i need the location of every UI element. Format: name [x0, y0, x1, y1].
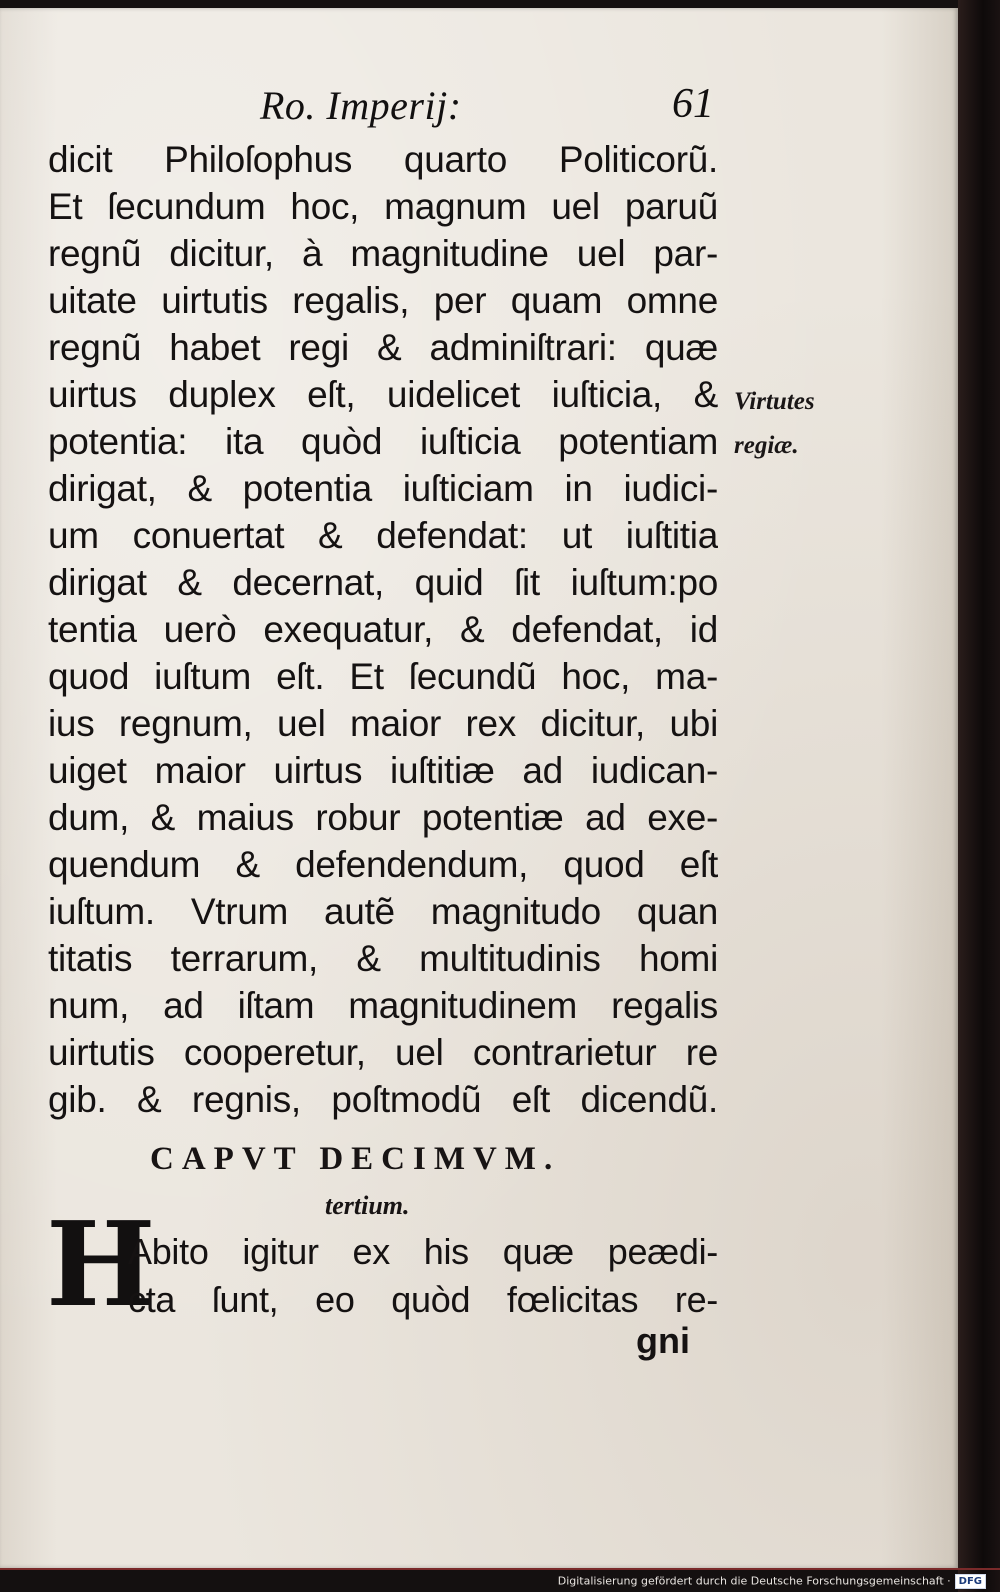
text-line: iuſtum. Vtrum autẽ magnitudo quan	[48, 891, 718, 932]
drop-cap-initial: H	[46, 1197, 156, 1333]
text-line: Et ſecundum hoc, magnum uel paruũ	[48, 186, 718, 227]
text-line: uiget maior uirtus iuſtitiæ ad iudican-	[48, 750, 718, 791]
body-text	[48, 136, 718, 1123]
text-line: dirigat & decernat, quid ſit iuſtum:po	[48, 562, 718, 603]
chapter-subheading: tertium.	[325, 1191, 410, 1220]
text-line: quod iuſtum eſt. Et ſecundũ hoc, ma-	[48, 656, 718, 697]
marginal-note	[734, 380, 874, 468]
digitization-credit	[558, 1574, 986, 1589]
text-line: uirtutis cooperetur, uel contrarietur re	[48, 1032, 718, 1073]
book-page	[0, 8, 958, 1568]
catchword: gni	[636, 1320, 690, 1361]
text-line: dicit Philoſophus quarto Politicorũ.	[48, 139, 718, 180]
dfg-logo: DFG	[955, 1574, 986, 1589]
text-line: potentia: ita quòd iuſticia potentiam	[48, 421, 718, 462]
book-edge	[958, 0, 1000, 1592]
text-line: Abito igitur ex his quæ peædi-	[128, 1231, 718, 1272]
text-line: quendum & defendendum, quod eſt	[48, 844, 718, 885]
text-line: gib. & regnis, poſtmodũ eſt dicendũ.	[48, 1079, 718, 1120]
text-line: ius regnum, uel maior rex dicitur, ubi	[48, 703, 718, 744]
text-line: regnũ habet regi & adminiſtrari: quæ	[48, 327, 718, 368]
text-line: um conuertat & defendat: ut iuſtitia	[48, 515, 718, 556]
credit-text: Digitalisierung gefördert durch die Deutsche Forschungsgemeinschaft ·	[557, 1574, 951, 1588]
running-head	[48, 82, 718, 134]
text-line: cta ſunt, eo quòd fœlicitas re-	[128, 1279, 718, 1320]
marginal-note-line: Virtutes	[734, 388, 815, 415]
folio-number: 61	[672, 81, 714, 127]
chapter-opening-text	[128, 1228, 718, 1324]
chapter-heading: CAPVT DECIMVM.	[150, 1141, 561, 1177]
marginal-note-line: regiæ.	[734, 432, 799, 459]
running-title: Ro. Imperij:	[260, 83, 462, 128]
text-line: dum, & maius robur potentiæ ad exe-	[48, 797, 718, 838]
text-line: regnũ dicitur, à magnitudine uel par-	[48, 233, 718, 274]
text-line: num, ad iſtam magnitudinem regalis	[48, 985, 718, 1026]
text-line: tentia uerò exequatur, & defendat, id	[48, 609, 718, 650]
text-line: titatis terrarum, & multitudinis homi	[48, 938, 718, 979]
text-line: uitate uirtutis regalis, per quam omne	[48, 280, 718, 321]
text-line: uirtus duplex eſt, uidelicet iuſticia, &	[48, 374, 718, 415]
text-line: dirigat, & potentia iuſticiam in iudici-	[48, 468, 718, 509]
page-bottom-edge	[0, 1568, 1000, 1570]
